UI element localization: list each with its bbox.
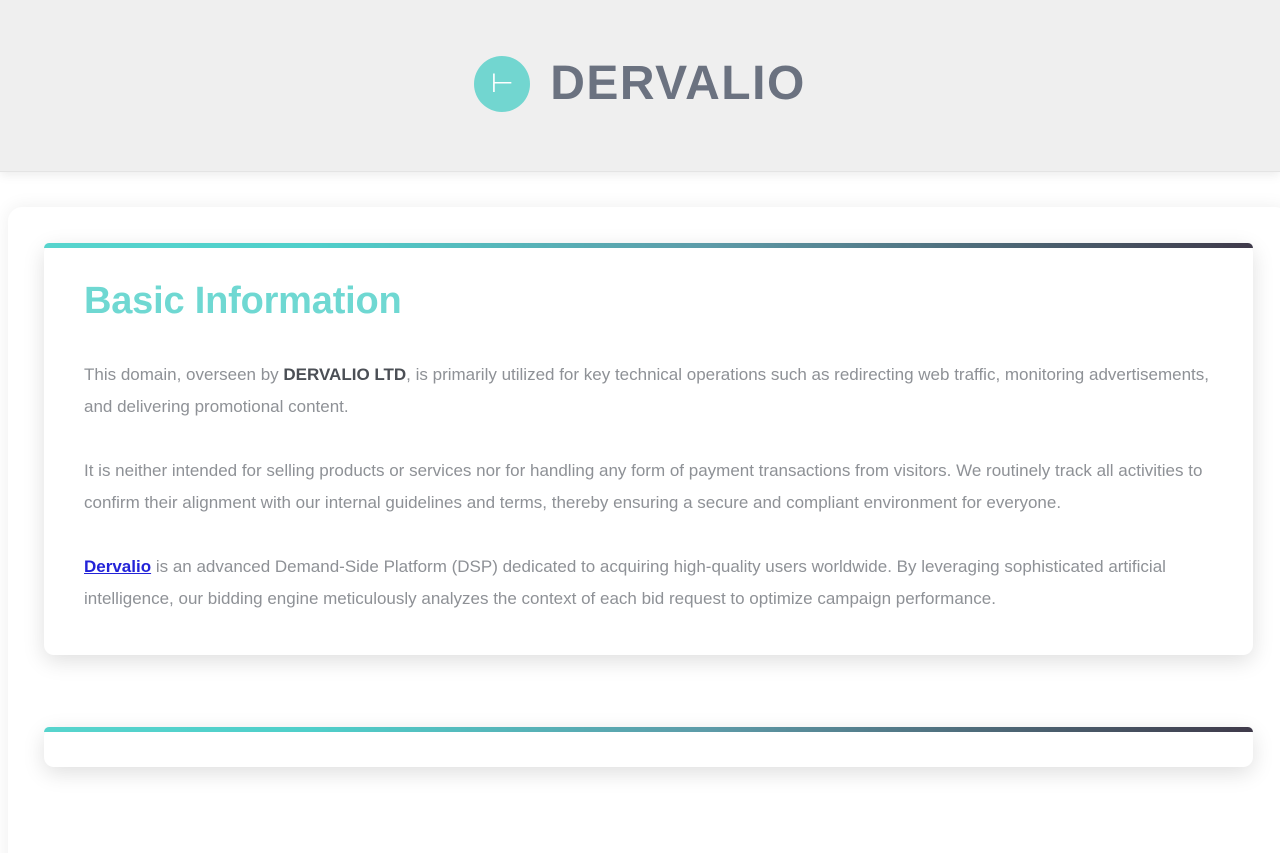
basic-information-card [44, 243, 1253, 655]
brand-name: DERVALIO [550, 57, 806, 110]
paragraph-overview [84, 359, 1213, 423]
paragraph-overview-tail: , is primarily utilized for key technical operations such as redirecting web traffic, monitoring advertisements, and delivering promotional content. [84, 364, 1209, 416]
card-title: Basic Information [84, 280, 402, 322]
paragraph-platform-tail: is an advanced Demand-Side Platform (DSP) dedicated to acquiring high-quality users worldwide. By leveraging sophisticated artificial intelligence, our bidding engine meticulously analyzes the context of each bid request to optimize campaign performance. [84, 556, 1166, 608]
dervalio-link[interactable]: Dervalio [84, 556, 152, 576]
brand-circle-icon [474, 56, 530, 112]
brand[interactable] [474, 56, 806, 112]
paragraph-platform [84, 551, 1213, 615]
paragraph-overview-lead: This domain, overseen by [84, 364, 284, 384]
paragraph-compliance: It is neither intended for selling products or services nor for handling any form of payment transactions from visitors. We routinely track all activities to confirm their alignment with our internal guidelines and terms, thereby ensuring a secure and compliant environment for everyone. [84, 460, 1203, 512]
company-name: DERVALIO LTD [283, 364, 407, 384]
site-header [0, 0, 1280, 172]
brand-glyph: ⊢ [490, 68, 514, 98]
next-card-partial [44, 727, 1253, 767]
content-shell [8, 207, 1280, 853]
